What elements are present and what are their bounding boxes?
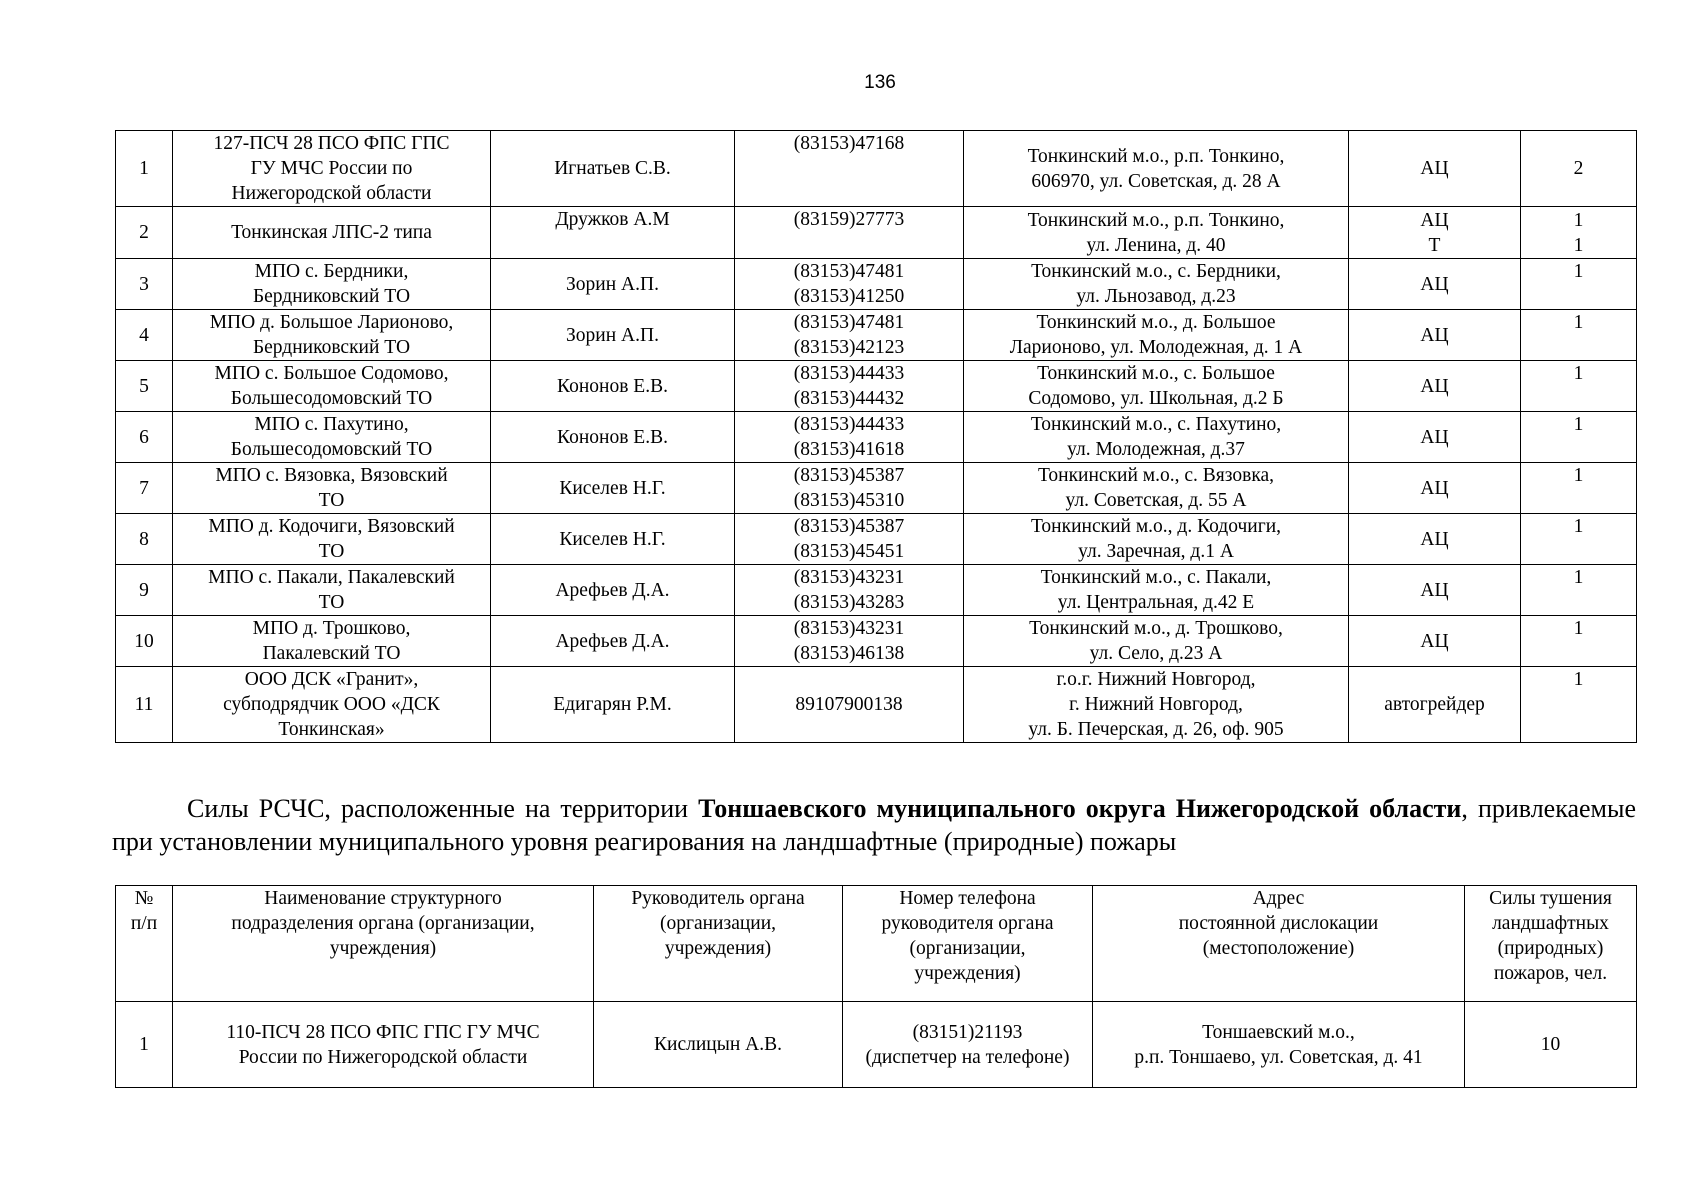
cell-line: Тонкинский м.о., с. Пахутино, [1030, 414, 1282, 435]
cell-line: АЦ [1420, 579, 1449, 601]
cell-line: 89107900138 [795, 694, 903, 715]
cell-line: Номер телефона [899, 888, 1036, 909]
cell-line: (диспетчер на телефоне) [865, 1046, 1070, 1068]
cell-line: г.о.г. Нижний Новгород, [1056, 669, 1256, 690]
phone [735, 412, 964, 463]
table-tonshaevo-forces [115, 885, 1637, 1088]
table-row [116, 565, 1637, 616]
cell-line: 1 [1573, 567, 1584, 588]
phone [843, 1002, 1093, 1088]
head-name: Киселев Н.Г. [491, 463, 735, 514]
table-row [116, 463, 1637, 514]
cell-line: Большесодомовский ТО [230, 439, 433, 460]
table-row [116, 131, 1637, 207]
cell-line: (83153)44433 [793, 363, 905, 384]
cell-line: подразделения органа (организации, [231, 913, 535, 934]
cell-line: 606970, ул. Советская, д. 28 А [1031, 170, 1281, 192]
equipment-count [1521, 207, 1637, 259]
cell-line: МПО с. Пакали, Пакалевский [208, 567, 455, 588]
phone [735, 565, 964, 616]
head-name: Арефьев Д.А. [491, 565, 735, 616]
cell-line: 1 [1573, 414, 1584, 435]
cell-line: Наименование структурного [264, 888, 502, 909]
address [964, 131, 1349, 207]
unit-name [173, 463, 491, 514]
cell-line: Тонкинский м.о., с. Вязовка, [1037, 465, 1275, 486]
equipment-count [1521, 310, 1637, 361]
cell-line: учреждения) [914, 963, 1021, 984]
table-row [116, 412, 1637, 463]
address [964, 259, 1349, 310]
cell-line: России по Нижегородской области [238, 1046, 528, 1068]
table-row [116, 514, 1637, 565]
cell-line: ООО ДСК «Гранит», [244, 669, 419, 690]
cell-line: Руководитель органа [631, 888, 805, 909]
address [964, 207, 1349, 259]
cell-line: Тонкинский м.о., с. Бердники, [1031, 261, 1281, 282]
cell-line: Т [1428, 234, 1441, 256]
cell-line: (83153)43283 [793, 592, 905, 613]
cell-line: МПО с. Бердники, [254, 261, 409, 282]
cell-line: 2 [1573, 158, 1584, 179]
cell-line: (организации, [909, 938, 1026, 959]
cell-line: (83153)43231 [793, 567, 905, 588]
cell-line: ул. Б. Печерская, д. 26, оф. 905 [1028, 719, 1284, 740]
cell-line: ул. Заречная, д.1 А [1078, 541, 1234, 562]
table-row [116, 207, 1637, 259]
unit-name [173, 259, 491, 310]
cell-line: МПО д. Кодочиги, Вязовский [208, 516, 455, 537]
cell-line: 1 [1573, 261, 1584, 282]
table-row [116, 667, 1637, 743]
unit-name [173, 616, 491, 667]
row-number: 4 [116, 310, 173, 361]
cell-line: (83153)45451 [793, 541, 905, 562]
equipment [1349, 463, 1521, 514]
cell-line: (83153)45387 [793, 516, 905, 537]
head-name: Игнатьев С.В. [491, 131, 735, 207]
unit-name [173, 207, 491, 259]
cell-line: АЦ [1420, 324, 1449, 346]
cell-line: ландшафтных [1492, 913, 1609, 934]
head-name: Дружков А.М [491, 207, 735, 259]
header-address [1093, 886, 1465, 1002]
cell-line: Тонкинский м.о., д. Трошково, [1029, 618, 1283, 639]
equipment [1349, 616, 1521, 667]
row-number: 10 [116, 616, 173, 667]
cell-line: Большесодомовский ТО [230, 388, 433, 409]
head-name: Кислицын А.В. [594, 1002, 843, 1088]
cell-line: ТО [318, 490, 345, 511]
row-number: 8 [116, 514, 173, 565]
cell-line: Содомово, ул. Школьная, д.2 Б [1028, 388, 1284, 409]
cell-line: (83153)43231 [793, 618, 905, 639]
table-row [116, 259, 1637, 310]
table-row [116, 310, 1637, 361]
unit-name [173, 1002, 594, 1088]
cell-line: (организации, [659, 913, 777, 934]
row-number: 1 [116, 1002, 173, 1088]
cell-line: (83159)27773 [793, 209, 905, 230]
cell-line: ул. Центральная, д.42 Е [1057, 592, 1255, 613]
table-tonkino-forces [115, 130, 1637, 743]
cell-line: ТО [318, 592, 345, 613]
cell-line: (природных) [1497, 938, 1604, 959]
address [964, 463, 1349, 514]
unit-name [173, 131, 491, 207]
row-number: 7 [116, 463, 173, 514]
phone [735, 131, 964, 207]
phone [735, 361, 964, 412]
cell-line: МПО с. Пахутино, [254, 414, 409, 435]
unit-name [173, 412, 491, 463]
equipment-count [1521, 412, 1637, 463]
phone [735, 616, 964, 667]
equipment-count [1521, 514, 1637, 565]
cell-line: (83153)47481 [793, 312, 905, 333]
cell-line: (83153)47481 [793, 261, 905, 282]
cell-line: учреждения) [329, 938, 437, 959]
cell-line: учреждения) [664, 938, 772, 959]
cell-line: МПО с. Большое Содомово, [214, 363, 449, 384]
cell-line: МПО с. Вязовка, Вязовский [215, 465, 448, 486]
cell-line: 1 [1573, 363, 1584, 384]
cell-line: Пакалевский ТО [262, 643, 401, 664]
row-number: 2 [116, 207, 173, 259]
cell-line: АЦ [1420, 209, 1449, 231]
head-name: Едигарян Р.М. [491, 667, 735, 743]
address [964, 616, 1349, 667]
cell-line: 1 [1573, 618, 1584, 639]
cell-line: ул. Село, д.23 А [1089, 643, 1223, 664]
cell-line: Тонкинская ЛПС-2 типа [231, 222, 432, 243]
cell-line: № [134, 888, 154, 909]
cell-line: 127-ПСЧ 28 ПСО ФПС ГПС [213, 133, 450, 154]
cell-line: ул. Льнозавод, д.23 [1076, 286, 1236, 307]
table-row [116, 361, 1637, 412]
row-number: 6 [116, 412, 173, 463]
cell-line: (83153)42123 [793, 337, 905, 358]
address [964, 361, 1349, 412]
cell-line: АЦ [1420, 426, 1449, 448]
cell-line: 1 [1573, 669, 1584, 690]
unit-name [173, 667, 491, 743]
forces-count: 10 [1465, 1002, 1637, 1088]
cell-line: Тонкинский м.о., р.п. Тонкино, [1027, 145, 1285, 167]
head-name: Киселев Н.Г. [491, 514, 735, 565]
cell-line: АЦ [1420, 630, 1449, 652]
header-row [116, 886, 1637, 1002]
cell-line: (83153)41618 [793, 439, 905, 460]
cell-line: п/п [130, 913, 158, 934]
row-number: 5 [116, 361, 173, 412]
unit-name [173, 361, 491, 412]
cell-line: Тоншаевский м.о., [1202, 1021, 1355, 1043]
cell-line: Бердниковский ТО [252, 286, 411, 307]
row-number: 9 [116, 565, 173, 616]
phone [735, 463, 964, 514]
equipment [1349, 412, 1521, 463]
row-number: 11 [116, 667, 173, 743]
address [964, 514, 1349, 565]
equipment-count [1521, 565, 1637, 616]
cell-line: Тонкинский м.о., д. Кодочиги, [1030, 516, 1282, 537]
cell-line: АЦ [1420, 477, 1449, 499]
cell-line: АЦ [1420, 273, 1449, 295]
cell-line: 1 [1573, 209, 1584, 231]
cell-line: Нижегородской области [231, 183, 432, 204]
cell-line: АЦ [1420, 375, 1449, 397]
page-number: 136 [864, 72, 896, 93]
equipment-count [1521, 667, 1637, 743]
equipment-count [1521, 616, 1637, 667]
equipment [1349, 259, 1521, 310]
cell-line: ул. Молодежная, д.37 [1067, 439, 1245, 460]
header-num [116, 886, 173, 1002]
cell-line: 1 [1573, 465, 1584, 486]
address [964, 667, 1349, 743]
header-forces [1465, 886, 1637, 1002]
equipment [1349, 131, 1521, 207]
cell-line: АЦ [1420, 158, 1449, 179]
cell-line: АЦ [1420, 528, 1449, 550]
cell-line: субподрядчик ООО «ДСК [223, 694, 440, 715]
header-unit [173, 886, 594, 1002]
equipment [1349, 565, 1521, 616]
cell-line: 1 [1573, 234, 1584, 256]
row-number: 3 [116, 259, 173, 310]
cell-line: МПО д. Большое Ларионово, [209, 312, 454, 333]
equipment-count [1521, 463, 1637, 514]
cell-line: (83153)45310 [793, 490, 905, 511]
cell-line: (83153)45387 [793, 465, 905, 486]
cell-line: Бердниковский ТО [252, 337, 411, 358]
cell-line: Тонкинская» [278, 719, 385, 740]
cell-line: постоянной дислокации [1178, 913, 1379, 934]
equipment-count [1521, 361, 1637, 412]
phone [735, 207, 964, 259]
head-name: Арефьев Д.А. [491, 616, 735, 667]
cell-line: Тонкинский м.о., д. Большое [1036, 312, 1276, 333]
row-number: 1 [116, 131, 173, 207]
cell-line: ГУ МЧС России по [250, 158, 413, 179]
address [964, 565, 1349, 616]
phone [735, 514, 964, 565]
cell-line: 110-ПСЧ 28 ПСО ФПС ГПС ГУ МЧС [226, 1021, 540, 1043]
phone [735, 310, 964, 361]
intro-text-end: , привлекаемые при установлении муниципального уровня реагирования на ландшафтные (природные) пожары [112, 794, 1636, 856]
cell-line: руководителя органа [881, 913, 1054, 934]
equipment-count [1521, 131, 1637, 207]
cell-line: (83151)21193 [912, 1021, 1023, 1043]
intro-municipality: Тоншаевского муниципального округа Нижегородской области [698, 794, 1462, 823]
address [964, 412, 1349, 463]
head-name: Кононов Е.В. [491, 361, 735, 412]
cell-line: Силы тушения [1489, 888, 1612, 909]
header-phone [843, 886, 1093, 1002]
cell-line: МПО д. Трошково, [252, 618, 411, 639]
cell-line: Ларионово, ул. Молодежная, д. 1 А [1009, 337, 1303, 358]
cell-line: 1 [1573, 516, 1584, 537]
cell-line: Тонкинский м.о., р.п. Тонкино, [1027, 209, 1285, 231]
cell-line: ул. Ленина, д. 40 [1086, 234, 1226, 256]
head-name: Зорин А.П. [491, 310, 735, 361]
cell-line: Тонкинский м.о., с. Пакали, [1040, 567, 1272, 588]
cell-line: (83153)44432 [793, 388, 905, 409]
header-head [594, 886, 843, 1002]
address [1093, 1002, 1465, 1088]
phone [735, 667, 964, 743]
table-row [116, 616, 1637, 667]
cell-line: пожаров, чел. [1493, 963, 1608, 984]
equipment [1349, 514, 1521, 565]
cell-line: р.п. Тоншаево, ул. Советская, д. 41 [1134, 1046, 1423, 1068]
cell-line: г. Нижний Новгород, [1069, 694, 1243, 715]
cell-line: (83153)47168 [793, 133, 905, 154]
head-name: Зорин А.П. [491, 259, 735, 310]
cell-line: (83153)44433 [793, 414, 905, 435]
cell-line: (83153)46138 [793, 643, 905, 664]
unit-name [173, 514, 491, 565]
equipment [1349, 667, 1521, 743]
phone [735, 259, 964, 310]
cell-line: Тонкинский м.о., с. Большое [1037, 363, 1275, 384]
cell-line: автогрейдер [1384, 694, 1485, 715]
unit-name [173, 310, 491, 361]
cell-line: Адрес [1252, 888, 1305, 909]
unit-name [173, 565, 491, 616]
equipment [1349, 310, 1521, 361]
address [964, 310, 1349, 361]
cell-line: (83153)41250 [793, 286, 905, 307]
equipment [1349, 207, 1521, 259]
head-name: Кононов Е.В. [491, 412, 735, 463]
section-intro [112, 792, 1636, 858]
equipment [1349, 361, 1521, 412]
cell-line: ул. Советская, д. 55 А [1065, 490, 1247, 511]
table-row [116, 1002, 1637, 1088]
equipment-count [1521, 259, 1637, 310]
cell-line: ТО [318, 541, 345, 562]
cell-line: 1 [1573, 312, 1584, 333]
cell-line: (местоположение) [1202, 938, 1355, 959]
intro-text-start: Силы РСЧС, расположенные на территории [187, 794, 699, 823]
